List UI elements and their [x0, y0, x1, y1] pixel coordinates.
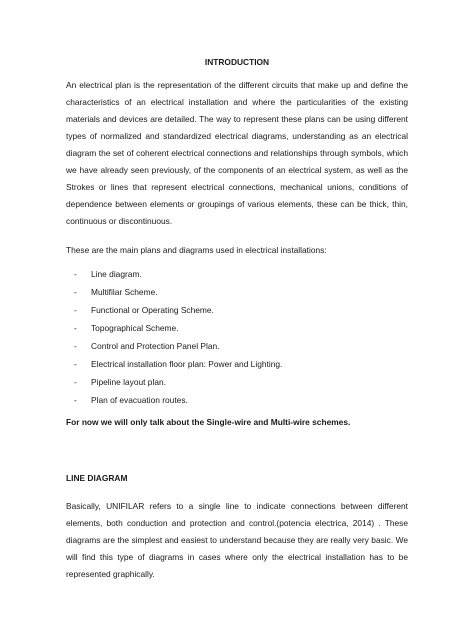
list-item-text: Topographical Scheme. [91, 323, 179, 333]
list-dash: - [74, 359, 77, 369]
list-item [66, 337, 408, 355]
list-item-text: Plan of evacuation routes. [91, 395, 188, 405]
list-dash: - [74, 341, 77, 351]
list-dash: - [74, 305, 77, 315]
list-item-text: Multifilar Scheme. [91, 287, 158, 297]
list-lead-text: These are the main plans and diagrams used in electrical installations: [66, 245, 327, 255]
document-content [66, 56, 408, 583]
section-paragraph: Basically, UNIFILAR refers to a single line to indicate connections between different elements, both conduction and protection and control.(potencia electrica, 2014) . These diagrams are the simplest and easiest to understand because they are really very basic. We will find this type of diagrams in cases where only the electrical installation has to be represented graphically. [66, 501, 408, 579]
list-item [66, 373, 408, 391]
list-dash: - [74, 323, 77, 333]
list-item [66, 355, 408, 373]
list-dash: - [74, 287, 77, 297]
intro-paragraph: An electrical plan is the representation of the different circuits that make up and define the characteristics of an electrical installation and where the particularities of the existing materials and devices are detailed. The way to represent these plans can be using different types of normalized and standardized electrical diagrams, understanding as an electrical diagram the set of coherent electrical connections and relationships through symbols, which we have already seen previously, of the components of an electrical system, as well as the Strokes or lines that represent electrical connections, mechanical unions, conditions of dependence between elements or groupings of various elements, these can be thick, thin, continuous or discontinuous. [66, 80, 408, 226]
list-item [66, 301, 408, 319]
list-dash: - [74, 269, 77, 279]
list-item [66, 319, 408, 337]
list-item [66, 391, 408, 409]
list-item-text: Control and Protection Panel Plan. [91, 341, 220, 351]
list-item-text: Line diagram. [91, 269, 142, 279]
section-heading: LINE DIAGRAM [66, 473, 128, 483]
bold-note: For now we will only talk about the Single-wire and Multi-wire schemes. [66, 417, 351, 427]
list-item-text: Electrical installation floor plan: Power and Lighting. [91, 359, 283, 369]
list-dash: - [74, 395, 77, 405]
page-title: INTRODUCTION [204, 57, 270, 67]
list-item [66, 283, 408, 301]
diagram-types-list [66, 265, 408, 409]
list-item-text: Pipeline layout plan. [91, 377, 166, 387]
list-item [66, 265, 408, 283]
list-dash: - [74, 377, 77, 387]
list-item-text: Functional or Operating Scheme. [91, 305, 214, 315]
